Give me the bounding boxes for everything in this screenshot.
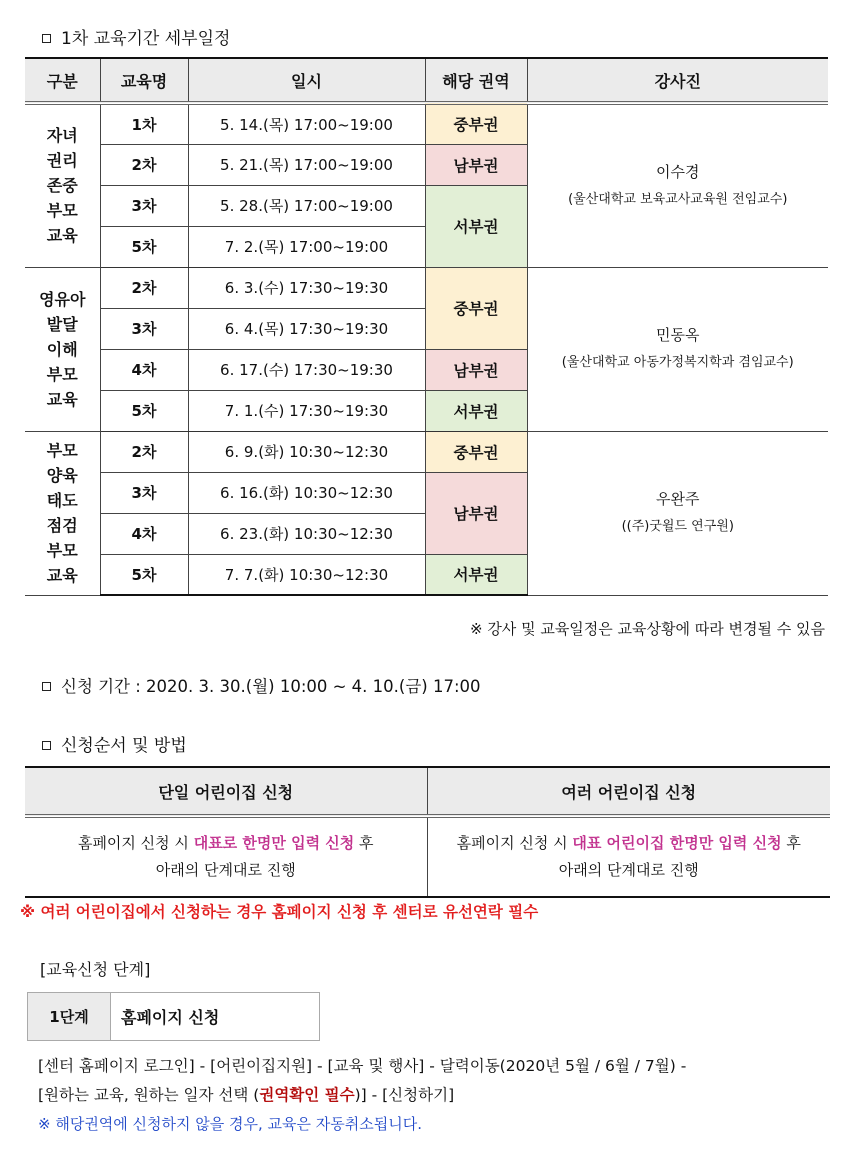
edu-cell: 3차 (100, 185, 188, 226)
region-cell: 서부권 (425, 390, 527, 431)
group-name-line: 자녀 (46, 126, 78, 146)
step-desc-text: )] - [신청하기] (354, 1086, 455, 1104)
lecturer-name: 민동옥 (656, 326, 700, 344)
col-header-date: 일시 (188, 58, 425, 103)
checkbox-bullet-icon (42, 741, 51, 750)
lecturer-name: 이수경 (656, 162, 700, 181)
date-cell: 5. 28.(목) 17:00~19:00 (188, 185, 425, 226)
method-highlight: 대표 어린이집 한명만 입력 신청 (572, 834, 782, 852)
date-cell: 7. 1.(수) 17:30~19:30 (188, 390, 425, 431)
table-row (25, 103, 828, 144)
region-cell: 서부권 (425, 185, 527, 267)
date-cell: 6. 9.(화) 10:30~12:30 (188, 431, 425, 472)
group-name-line: 이해 (46, 339, 78, 359)
col-header-region: 해당 권역 (425, 58, 527, 103)
date-cell: 6. 16.(화) 10:30~12:30 (188, 472, 425, 513)
step-desc-line2 (38, 1083, 454, 1105)
date-cell: 7. 2.(목) 17:00~19:00 (188, 226, 425, 267)
region-cell: 남부권 (425, 472, 527, 554)
method-text: 후 (354, 834, 374, 852)
method-table (25, 766, 830, 898)
region-cell: 남부권 (425, 144, 527, 185)
lecturer-cell (527, 103, 828, 267)
method-text: 아래의 단계대로 진행 (155, 861, 296, 879)
schedule-table (25, 57, 828, 596)
group-name-line: 존중 (46, 176, 78, 196)
table-row (25, 267, 828, 308)
group-name-line: 부모 (46, 541, 78, 560)
schedule-note: ※ 강사 및 교육일정은 교육상황에 따라 변경될 수 있음 (469, 620, 825, 638)
col-header-category: 구분 (25, 58, 100, 103)
edu-cell: 5차 (100, 554, 188, 595)
group-name-line: 발달 (46, 314, 78, 334)
group-name-line: 교육 (46, 226, 78, 246)
checkbox-bullet-icon (42, 682, 51, 691)
region-cell: 중부권 (425, 267, 527, 349)
edu-cell: 1차 (100, 103, 188, 144)
date-cell: 6. 17.(수) 17:30~19:30 (188, 349, 425, 390)
edu-cell: 3차 (100, 472, 188, 513)
period-text: 신청 기간 : 2020. 3. 30.(월) 10:00 ~ 4. 10.(금) 17:00 (61, 677, 481, 696)
schedule-heading-text: 1차 교육기간 세부일정 (61, 29, 231, 49)
method-text: 아래의 단계대로 진행 (558, 861, 699, 879)
group-name-line: 부모 (46, 441, 78, 460)
method-text: 홈페이지 신청 시 (456, 834, 573, 852)
region-cell: 중부권 (425, 103, 527, 144)
edu-cell: 2차 (100, 431, 188, 472)
group-name-line: 부모 (46, 364, 78, 384)
edu-cell: 5차 (100, 226, 188, 267)
edu-cell: 4차 (100, 349, 188, 390)
date-cell: 6. 3.(수) 17:30~19:30 (188, 267, 425, 308)
method-heading (42, 731, 187, 756)
method-row (25, 816, 830, 897)
group-name (25, 267, 100, 431)
date-cell: 6. 4.(목) 17:30~19:30 (188, 308, 425, 349)
group-name-line: 점검 (46, 516, 78, 535)
auto-cancel-notice: ※ 해당권역에 신청하지 않을 경우, 교육은 자동취소됩니다. (38, 1115, 422, 1133)
step1-value: 홈페이지 신청 (121, 1008, 220, 1027)
region-cell: 중부권 (425, 431, 527, 472)
edu-cell: 3차 (100, 308, 188, 349)
edu-cell: 4차 (100, 513, 188, 554)
method-text: 후 (781, 834, 801, 852)
step1-label: 1단계 (28, 993, 111, 1040)
lecturer-affiliation: (울산대학교 보육교사교육원 전임교수) (568, 191, 788, 207)
method-col-multi: 여러 어린이집 신청 (427, 767, 830, 816)
group-name-line: 영유아 (39, 289, 86, 309)
lecturer-affiliation: ((주)굿윌드 연구원) (621, 519, 734, 534)
schedule-heading (42, 24, 230, 49)
group-name-line: 교육 (46, 566, 78, 585)
lecturer-affiliation: (울산대학교 아동가정복지학과 겸임교수) (561, 355, 794, 370)
group-name-line: 권리 (46, 151, 78, 171)
method-col-single: 단일 어린이집 신청 (25, 767, 427, 816)
method-multi-desc (427, 816, 830, 897)
group-name-line: 교육 (46, 389, 78, 409)
method-text: 홈페이지 신청 시 (77, 834, 194, 852)
group-name (25, 431, 100, 595)
date-cell: 6. 23.(화) 10:30~12:30 (188, 513, 425, 554)
multi-center-warning: ※ 여러 어린이집에서 신청하는 경우 홈페이지 신청 후 센터로 유선연락 필수 (20, 903, 539, 921)
checkbox-bullet-icon (42, 34, 51, 43)
step-desc-highlight: 권역확인 필수 (259, 1086, 355, 1104)
edu-cell: 5차 (100, 390, 188, 431)
schedule-header-row (25, 58, 828, 103)
table-row (25, 431, 828, 472)
date-cell: 5. 21.(목) 17:00~19:00 (188, 144, 425, 185)
edu-cell: 2차 (100, 144, 188, 185)
steps-heading: [교육신청 단계] (40, 960, 151, 979)
date-cell: 7. 7.(화) 10:30~12:30 (188, 554, 425, 595)
group-name (25, 103, 100, 267)
group-name-line: 부모 (46, 201, 78, 221)
method-single-desc (25, 816, 427, 897)
group-name-line: 태도 (46, 491, 78, 510)
group-name-line: 양육 (46, 466, 78, 485)
region-cell: 남부권 (425, 349, 527, 390)
step-desc-line1: [센터 홈페이지 로그인] - [어린이집지원] - [교육 및 행사] - 달력이동(2020년 5월 / 6월 / 7월) - (38, 1057, 687, 1075)
step-desc-text: [원하는 교육, 원하는 일자 선택 ( (38, 1086, 260, 1104)
period-line (42, 673, 481, 697)
method-heading-text: 신청순서 및 방법 (61, 736, 187, 756)
method-header-row (25, 767, 830, 816)
lecturer-name: 우완주 (656, 490, 700, 508)
region-cell: 서부권 (425, 554, 527, 595)
lecturer-cell (527, 431, 828, 595)
method-highlight: 대표로 한명만 입력 신청 (193, 834, 355, 852)
col-header-lecturer: 강사진 (527, 58, 828, 103)
edu-cell: 2차 (100, 267, 188, 308)
col-header-edu: 교육명 (100, 58, 188, 103)
date-cell: 5. 14.(목) 17:00~19:00 (188, 103, 425, 144)
step1-box (27, 992, 320, 1041)
lecturer-cell (527, 267, 828, 431)
